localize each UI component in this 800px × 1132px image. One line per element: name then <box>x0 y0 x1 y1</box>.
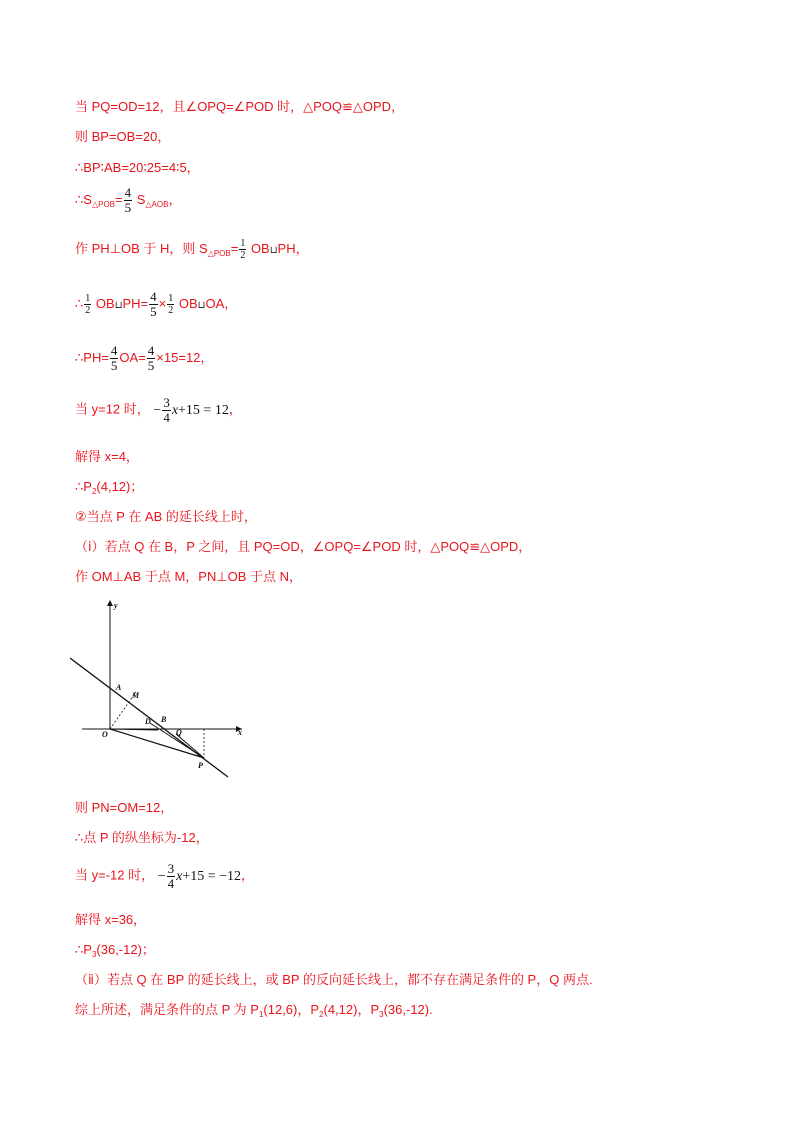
fraction-1-2: $\frac{1}{2}$ <box>85 293 91 316</box>
placeholder-glyph: ⊔ <box>114 299 123 311</box>
point-m-label: M <box>132 691 140 700</box>
fraction-1-2: $\frac{1}{2}$ <box>168 293 174 316</box>
line-3: ∴BP∶AB=20∶25=4∶5， <box>75 160 200 175</box>
line-2: 则 BP=OB=20， <box>75 129 171 144</box>
point-d-label: D <box>145 717 151 726</box>
line-4: $\therefore S_{\triangle POB}=$ $\frac{4}{5}$ $S_{\triangle AOB}$， <box>75 185 182 215</box>
point-a-label: A <box>116 683 122 692</box>
point-b-label: B <box>161 715 167 724</box>
placeholder-glyph: ⊔ <box>269 244 278 256</box>
line-6: ∴ $\frac{1}{2}$ OB⊔PH= $\frac{4}{5}$ × $\frac{1}{2}$ OB⊔OA， <box>75 289 238 319</box>
line-7: ∴PH= $\frac{4}{5}$ OA= $\frac{4}{5}$ ×15=12， <box>75 343 214 373</box>
line-13: 作 OM⊥AB 于点 M，PN⊥OB 于点 N， <box>75 569 303 584</box>
fraction-4-5: $\frac{4}{5}$ <box>124 185 132 215</box>
fraction-4-5: $\frac{4}{5}$ <box>150 289 157 319</box>
point-q-label: Q <box>176 728 182 737</box>
point-p-label: P <box>198 761 203 770</box>
line-11: ②当点 P 在 AB 的延长线上时， <box>75 509 257 524</box>
line-5: 作 PH⊥OB 于 H，则 $S_{\triangle POB}=$ $\frac{1}{2}$ OB⊔PH， <box>75 238 309 261</box>
line-17: 解得 x=36， <box>75 912 147 927</box>
geometry-figure <box>70 598 250 784</box>
segment-qp <box>176 734 204 758</box>
line-18: $\therefore P_3(36,-12)$； <box>75 942 155 959</box>
line-12: （ⅰ）若点 Q 在 B，P 之间，且 PQ=OD，∠OPQ=∠POD 时，△POQ≌△OPD， <box>75 539 532 554</box>
line-10: $\therefore P_2(4,12)$； <box>75 479 144 496</box>
line-16: 当 y=-12 时， − $\frac{3}{4}$ x+15 = −12， <box>75 861 255 891</box>
line-20: 综上所述，满足条件的点 P 为 $P_1(12,6)$，$P_2(4,12)$，$P_3(36,-12)$. <box>75 1002 433 1019</box>
x-axis-label: x <box>238 728 242 737</box>
equation: − $\frac{3}{4}$ x+15 = 12 <box>153 395 229 425</box>
fraction-4-5: $\frac{4}{5}$ <box>147 343 155 373</box>
y-axis-arrow <box>107 600 113 606</box>
line-9: 解得 x=4， <box>75 449 139 464</box>
line-1: 当 PQ=OD=12，且∠OPQ=∠POD 时，△POQ≌△OPD， <box>75 99 405 114</box>
fraction-4-5: $\frac{4}{5}$ <box>110 343 118 373</box>
y-axis-label: y <box>114 601 118 610</box>
line-15: ∴点 P 的纵坐标为-12， <box>75 830 209 845</box>
fraction-1-2: $\frac{1}{2}$ <box>240 238 246 261</box>
line-19: （ⅱ）若点 Q 在 BP 的延长线上，或 BP 的反向延长线上，都不存在满足条件的 P，Q 两点. <box>75 972 593 987</box>
point-o-label: O <box>102 730 108 739</box>
line-14: 则 PN=OM=12， <box>75 800 174 815</box>
placeholder-glyph: ⊔ <box>197 299 206 311</box>
line-8: 当 y=12 时， − $\frac{3}{4}$ x+15 = 12， <box>75 395 242 425</box>
segment-op <box>110 729 204 758</box>
equation: − $\frac{3}{4}$ x+15 = −12 <box>157 861 242 891</box>
